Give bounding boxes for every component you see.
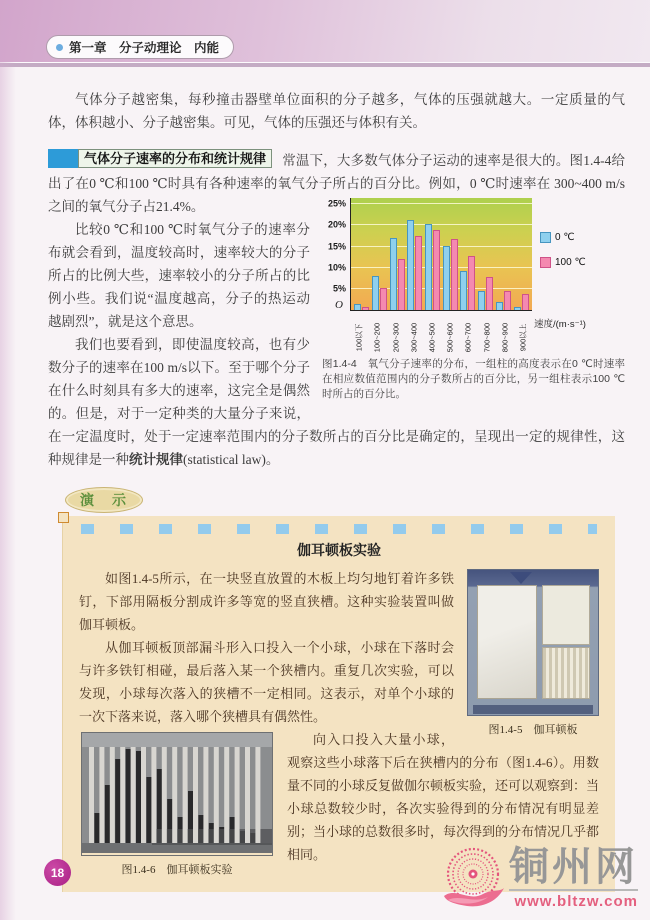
chapter-breadcrumb <box>46 35 234 59</box>
legend-item <box>540 226 586 249</box>
bar-group <box>425 198 441 310</box>
intro-paragraph: 气体分子越密集，每秒撞击器壁单位面积的分子越多，气体的压强就越大。一定质量的气体，体积越小、分子越密集。可见，气体的压强还与体积有关。 <box>48 92 625 130</box>
chart-right-column <box>532 198 625 357</box>
bar-0 ℃-900以上 <box>514 307 521 310</box>
x-tick-label: 700~800 <box>482 322 492 353</box>
bar-100 ℃-100以下 <box>362 307 369 310</box>
bar-0 ℃-500~600 <box>443 246 450 310</box>
bar-0 ℃-100以下 <box>354 304 361 310</box>
watermark-text <box>509 846 638 910</box>
bar-100 ℃-800~900 <box>504 291 511 310</box>
body-text-1b: 300~400 m/s之间的氧气分子占21.4%。 <box>48 176 625 214</box>
figure-1-4-4 <box>322 198 625 402</box>
bar-0 ℃-100~200 <box>372 276 379 310</box>
board-base <box>473 705 593 714</box>
bar-100 ℃-500~600 <box>451 239 458 310</box>
chart-x-labels <box>350 311 532 357</box>
legend-label: 100 ℃ <box>555 257 586 268</box>
body-text-3-post: (statistical law)。 <box>183 452 280 467</box>
board-left-panel <box>477 585 537 699</box>
legend-item <box>540 251 586 274</box>
section-heading-label: 气体分子速率的分布和统计规律 <box>78 149 272 168</box>
demo-paragraph-1: 如图1.4-5所示，在一块竖直放置的木板上均匀地钉着许多铁钉，下部用隔板分割成许多等宽的竖直狭槽。这种实验装置叫做伽耳顿板。 <box>79 571 454 632</box>
chart-bars <box>351 198 532 310</box>
figure-1-4-5-caption: 图1.4-5 伽耳顿板 <box>488 724 578 736</box>
demo-section <box>62 487 615 892</box>
galton-distribution-photo <box>81 732 273 856</box>
figure-1-4-6-caption: 图1.4-6 伽耳顿板实验 <box>121 864 233 876</box>
bar-0 ℃-600~700 <box>460 271 467 310</box>
chart-plot <box>350 198 532 311</box>
y-tick-label: 20% <box>327 219 346 230</box>
bar-group <box>513 198 529 310</box>
demo-box <box>62 516 615 892</box>
chart-legend <box>540 224 586 276</box>
watermark-stamp <box>442 846 506 917</box>
bar-0 ℃-700~800 <box>478 291 485 310</box>
figure-1-4-5 <box>467 569 599 742</box>
x-tick-label: 500~600 <box>445 322 455 353</box>
bar-0 ℃-200~300 <box>390 238 397 310</box>
x-tick-label: 200~300 <box>391 322 400 353</box>
x-tick-label: 800~900 <box>500 322 510 353</box>
board-right-top-panel <box>542 585 590 645</box>
film-perforation-decoration <box>81 524 597 534</box>
bar-0 ℃-400~500 <box>425 224 432 310</box>
funnel-icon <box>510 572 532 584</box>
bar-100 ℃-400~500 <box>433 230 440 310</box>
bar-100 ℃-200~300 <box>398 259 405 310</box>
x-tick-label: 300~400 <box>409 322 419 353</box>
demo-paragraph-3: 向入口投入大量小球，观察这些小球落下后在狭槽内的分布（图1.4-6）。用数量不同的小球反复做伽尔顿板实验，还可以观察到：当小球总数较少时，各次实验得到的分布情况有明显差别；当小球的总数很多时，每次得到的分布情况几乎都相同。 <box>287 732 600 862</box>
demo-title: 伽耳顿板实验 <box>297 542 381 558</box>
watermark-site-name: 铜州网 <box>509 844 638 889</box>
bullet-dot-icon <box>56 44 63 51</box>
bar-group <box>460 198 476 310</box>
chart-plot-column <box>350 198 532 357</box>
galton-board-photo <box>467 569 599 716</box>
origin-label: O <box>335 299 343 311</box>
bar-100 ℃-100~200 <box>380 288 387 310</box>
bar-100 ℃-600~700 <box>468 256 475 310</box>
legend-label: 0 ℃ <box>555 232 575 243</box>
y-tick-label: 5% <box>332 283 346 294</box>
x-tick-label: 900以上 <box>518 323 528 352</box>
watermark <box>442 846 638 917</box>
bar-group <box>495 198 511 310</box>
bar-100 ℃-900以上 <box>522 294 529 310</box>
demo-badge: 演 示 <box>65 487 143 513</box>
page-header <box>0 0 650 62</box>
x-tick-label: 400~500 <box>427 322 437 353</box>
bar-group <box>407 198 423 310</box>
x-tick-label: 100以下 <box>354 323 364 352</box>
board-slots-panel <box>542 647 590 699</box>
main-content <box>0 67 650 471</box>
section-heading <box>48 149 272 168</box>
watermark-url: www.bltzw.com <box>514 893 638 910</box>
section-flow <box>48 149 625 471</box>
legend-swatch-icon <box>540 257 551 268</box>
bar-100 ℃-300~400 <box>415 236 422 310</box>
bar-group <box>442 198 458 310</box>
statistical-law-term: 统计规律 <box>129 452 183 467</box>
demo-paragraph-2: 从伽耳顿板顶部漏斗形入口投入一个小球，小球在下落时会与许多铁钉相碰，最后落入某一个狭槽内。重复几次实验，可以发现，小球每次落入的狭槽不一定相同。这表示，对单个小球的一次下落来说，落入哪个狭槽具有偶然性。 <box>79 640 454 724</box>
chapter-title: 第一章 分子动理论 内能 <box>69 41 220 55</box>
figure-1-4-6 <box>81 732 273 882</box>
body-paragraph-2: 比较0 ℃和100 ℃时氧气分子的速率分布就会看到，温度较高时，速率较大的分子所占的比例大些，速率较小的分子所占的比例小些。我们说“温度越高，分子的热运动越剧烈”，就是这个意思。 <box>48 222 310 329</box>
figure-caption: 图1.4-4 氧气分子速率的分布，一组柱的高度表示在0 ℃时速率在相应数值范围内的分子数所占的百分比，另一组柱表示100 ℃时所占的百分比。 <box>322 358 625 400</box>
x-axis-unit-label: 速度/(m·s⁻¹) <box>534 319 586 330</box>
y-tick-label: 25% <box>327 198 346 209</box>
y-tick-label: 10% <box>327 262 346 273</box>
bar-group <box>478 198 494 310</box>
body-text-1a: 常温下，大多数气体分子运动的速率是很大的。图1.4-4给出了在0 ℃和100 ℃时具有各种速率的氧气分子所占的百分比。例如，0 ℃时速率在 <box>48 153 625 191</box>
x-tick-label: 100~200 <box>372 322 382 353</box>
y-tick-label: 15% <box>327 241 346 252</box>
speed-distribution-chart <box>322 198 625 357</box>
bar-group <box>354 198 370 310</box>
galton-distribution-illustration <box>82 733 272 853</box>
bar-group <box>372 198 388 310</box>
section-marker-icon <box>48 149 78 168</box>
bar-0 ℃-300~400 <box>407 220 414 310</box>
legend-swatch-icon <box>540 232 551 243</box>
x-tick-label: 600~700 <box>463 322 473 353</box>
chart-y-axis <box>322 198 350 310</box>
body-text-3-pre: 我们也要看到，即使温度较高，也有少数分子的速率在100 m/s以下。至于哪个分子在什么时刻具有多大的速率，这完全是偶然的。但是，对于一定种类的大量分子来说，在一定温度时，处于一定速率范围内的分子数所占的百分比是确定的，呈现出一定的规律性，这种规律是一种 <box>48 337 625 467</box>
bar-100 ℃-700~800 <box>486 277 493 310</box>
bar-0 ℃-800~900 <box>496 302 503 310</box>
page-number: 18 <box>44 859 71 886</box>
bar-group <box>389 198 405 310</box>
